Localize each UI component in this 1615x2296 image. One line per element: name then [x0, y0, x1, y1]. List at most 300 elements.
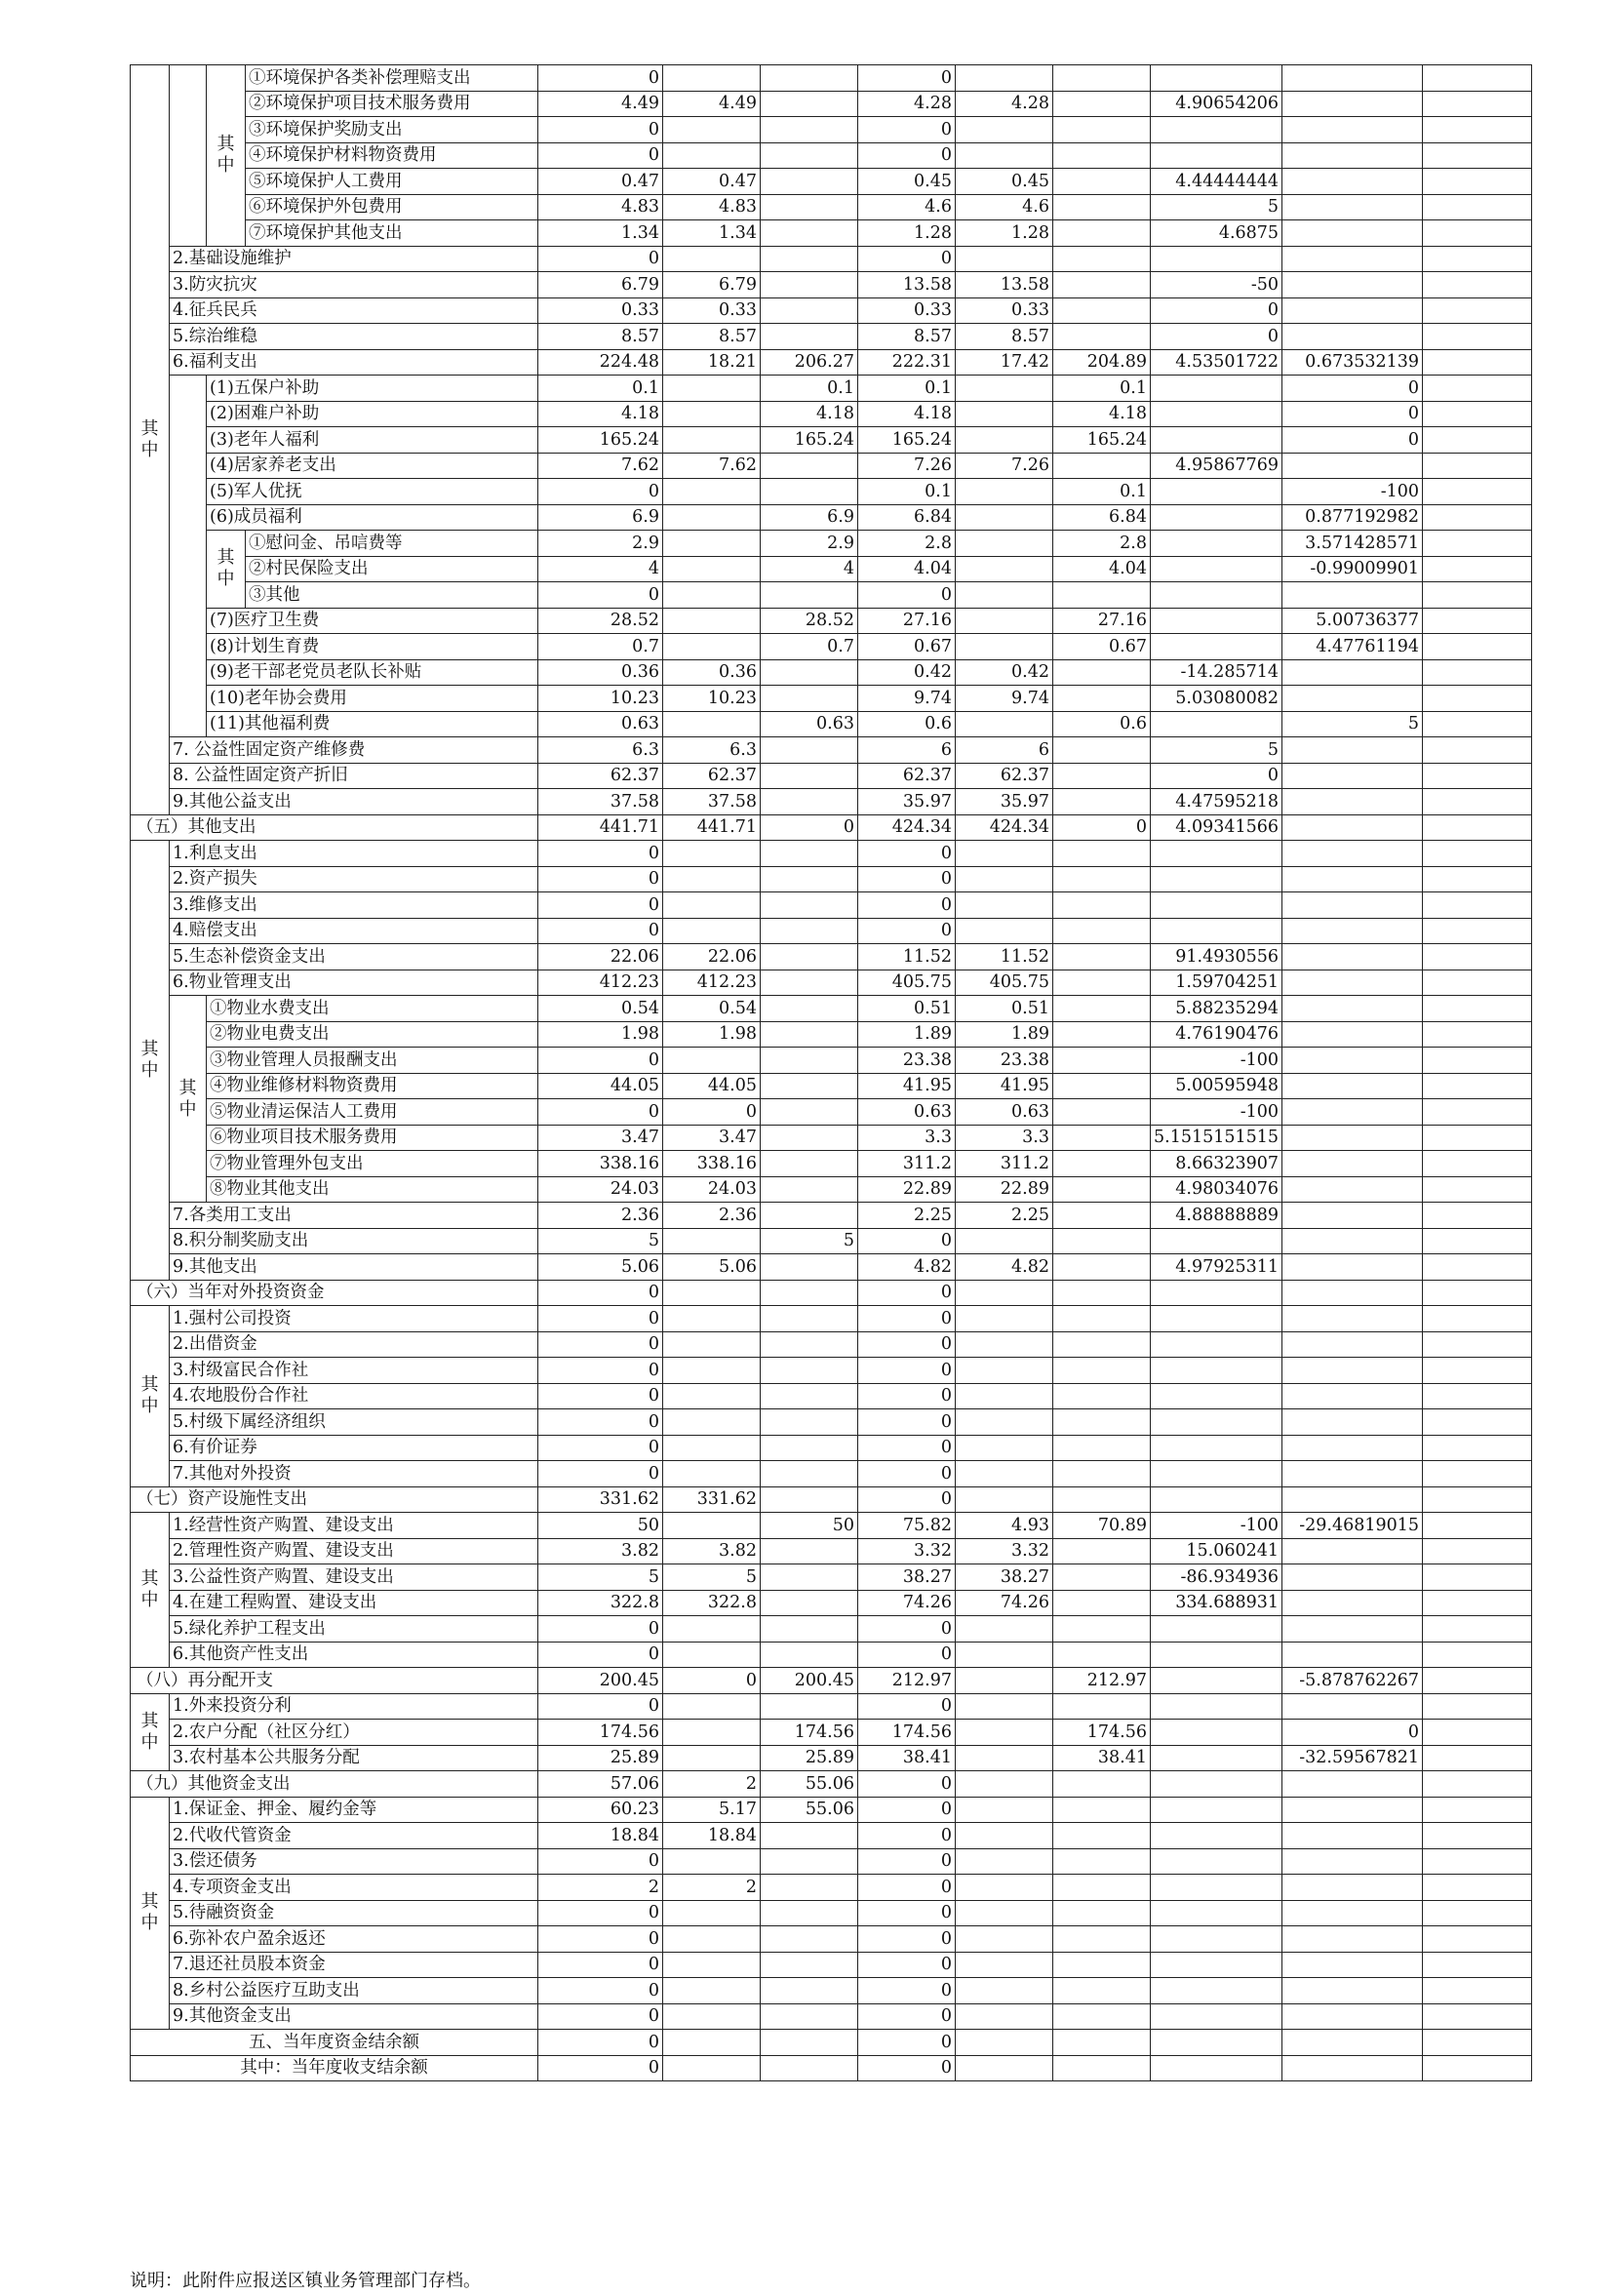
table-row: [131, 453, 1532, 479]
value-cell: 7.62: [538, 453, 663, 479]
value-cell: 23.38: [858, 1048, 956, 1074]
empty-cell: [1423, 686, 1532, 712]
value-cell: [1151, 142, 1282, 169]
table-row: [131, 1978, 1532, 2004]
value-cell: [956, 1848, 1053, 1875]
value-cell: 0: [538, 1306, 663, 1332]
table-row: [131, 634, 1532, 660]
value-cell: [761, 297, 858, 324]
value-cell: [1053, 1642, 1151, 1668]
value-cell: [1151, 1409, 1282, 1436]
value-cell: 0: [858, 1642, 956, 1668]
value-cell: 5.06: [663, 1254, 761, 1281]
empty-cell: [1423, 814, 1532, 841]
value-cell: 0: [538, 1383, 663, 1409]
value-cell: 35.97: [956, 789, 1053, 815]
value-cell: 0: [1151, 763, 1282, 789]
value-cell: 0.63: [956, 1099, 1053, 1126]
row-label: 五、当年度资金结余额: [131, 2030, 538, 2056]
value-cell: [956, 1797, 1053, 1823]
group-qizhong-g4: [131, 1513, 170, 1668]
value-cell: 3.82: [663, 1538, 761, 1564]
value-cell: [1151, 841, 1282, 867]
empty-cell: [1423, 220, 1532, 247]
value-cell: [761, 1642, 858, 1668]
value-cell: 0: [858, 1461, 956, 1487]
table-row: [131, 1926, 1532, 1953]
value-cell: [761, 1590, 858, 1616]
value-cell: 0: [1282, 1720, 1423, 1746]
value-cell: 13.58: [858, 272, 956, 298]
value-cell: -86.934936: [1151, 1564, 1282, 1591]
value-cell: [1151, 401, 1282, 427]
empty-cell: [1423, 479, 1532, 505]
value-cell: [761, 2003, 858, 2030]
row-label: （八）再分配开支: [131, 1668, 538, 1694]
value-cell: [956, 1616, 1053, 1643]
table-row: [131, 1358, 1532, 1384]
value-cell: 412.23: [538, 970, 663, 996]
value-cell: 2.8: [1053, 531, 1151, 557]
value-cell: [761, 1435, 858, 1461]
row-label: 3.维修支出: [170, 892, 538, 919]
value-cell: [663, 582, 761, 609]
table-row: [131, 1203, 1532, 1229]
empty-cell: [1423, 531, 1532, 557]
value-cell: [1053, 686, 1151, 712]
value-cell: [956, 892, 1053, 919]
value-cell: 8.66323907: [1151, 1151, 1282, 1177]
empty-cell: [1423, 970, 1532, 996]
empty-cell: [1423, 1616, 1532, 1643]
value-cell: 0.36: [538, 659, 663, 686]
value-cell: -0.99009901: [1282, 556, 1423, 582]
value-cell: [761, 1538, 858, 1564]
empty-cell: [1423, 65, 1532, 92]
value-cell: [761, 1021, 858, 1048]
value-cell: [1282, 892, 1423, 919]
blank-cell: [170, 376, 207, 737]
row-label: (11)其他福利费: [207, 711, 538, 737]
value-cell: 0: [538, 918, 663, 944]
value-cell: 13.58: [956, 272, 1053, 298]
value-cell: [1053, 1306, 1151, 1332]
value-cell: [1282, 2055, 1423, 2081]
value-cell: [663, 1978, 761, 2004]
value-cell: [956, 608, 1053, 634]
value-cell: 5.06: [538, 1254, 663, 1281]
value-cell: [1151, 1435, 1282, 1461]
row-label: ④物业维修材料物资费用: [207, 1073, 538, 1099]
section-row: [131, 1771, 1532, 1798]
value-cell: [1053, 324, 1151, 350]
value-cell: 9.74: [956, 686, 1053, 712]
value-cell: 0: [858, 866, 956, 892]
value-cell: [956, 246, 1053, 272]
value-cell: 0: [858, 1358, 956, 1384]
table-row: [131, 608, 1532, 634]
value-cell: 5: [1151, 737, 1282, 764]
value-cell: [1053, 1151, 1151, 1177]
value-cell: [1053, 65, 1151, 92]
value-cell: [1053, 1590, 1151, 1616]
value-cell: [1053, 2030, 1151, 2056]
value-cell: 4.6: [956, 194, 1053, 220]
row-label: ④环境保护材料物资费用: [246, 142, 538, 169]
empty-cell: [1423, 659, 1532, 686]
value-cell: 4.98034076: [1151, 1176, 1282, 1203]
value-cell: [956, 2030, 1053, 2056]
value-cell: [1282, 686, 1423, 712]
subgroup-qizhong-2: [207, 531, 246, 609]
value-cell: [761, 91, 858, 117]
value-cell: [1282, 1358, 1423, 1384]
group-qizhong-1-char1: 其: [140, 417, 159, 439]
value-cell: 3.82: [538, 1538, 663, 1564]
value-cell: 4: [538, 556, 663, 582]
value-cell: 0.1: [1053, 376, 1151, 402]
value-cell: 0: [538, 1280, 663, 1306]
group-qizhong-g6-char1: 其: [140, 1891, 159, 1913]
value-cell: 0: [538, 1461, 663, 1487]
empty-cell: [1423, 1642, 1532, 1668]
value-cell: [1282, 220, 1423, 247]
value-cell: [1053, 1358, 1151, 1384]
value-cell: 0.33: [956, 297, 1053, 324]
value-cell: [1151, 1952, 1282, 1978]
value-cell: [761, 918, 858, 944]
group-qizhong-1: [131, 65, 170, 815]
value-cell: [1282, 1952, 1423, 1978]
value-cell: [761, 892, 858, 919]
row-label: ⑦环境保护其他支出: [246, 220, 538, 247]
value-cell: [761, 2030, 858, 2056]
value-cell: [1053, 866, 1151, 892]
value-cell: [761, 1331, 858, 1358]
value-cell: [761, 169, 858, 195]
value-cell: 2.25: [858, 1203, 956, 1229]
empty-cell: [1423, 1538, 1532, 1564]
empty-cell: [1423, 1978, 1532, 2004]
empty-cell: [1423, 1125, 1532, 1151]
value-cell: 6.3: [538, 737, 663, 764]
value-cell: 0: [663, 1668, 761, 1694]
row-label: 9.其他公益支出: [170, 789, 538, 815]
row-label: ⑦物业管理外包支出: [207, 1151, 538, 1177]
value-cell: 7.62: [663, 453, 761, 479]
value-cell: [1151, 556, 1282, 582]
empty-cell: [1423, 841, 1532, 867]
value-cell: [663, 65, 761, 92]
table-row: [131, 711, 1532, 737]
value-cell: [1053, 1203, 1151, 1229]
table-row: [131, 1693, 1532, 1720]
row-label: (5)军人优抚: [207, 479, 538, 505]
table-row: [131, 1642, 1532, 1668]
value-cell: [1282, 1900, 1423, 1926]
value-cell: [1053, 1176, 1151, 1203]
empty-cell: [1423, 1280, 1532, 1306]
value-cell: 1.89: [858, 1021, 956, 1048]
value-cell: [761, 1151, 858, 1177]
value-cell: 11.52: [858, 944, 956, 970]
value-cell: 4.28: [956, 91, 1053, 117]
value-cell: [956, 1875, 1053, 1901]
table-row: [131, 1900, 1532, 1926]
value-cell: [1053, 117, 1151, 143]
table-row: [131, 918, 1532, 944]
value-cell: 200.45: [538, 1668, 663, 1694]
empty-cell: [1423, 272, 1532, 298]
row-label: 3.防灾抗灾: [170, 272, 538, 298]
value-cell: 2: [538, 1875, 663, 1901]
value-cell: 0.63: [761, 711, 858, 737]
value-cell: [663, 1228, 761, 1254]
value-cell: 62.37: [956, 763, 1053, 789]
value-cell: 17.42: [956, 349, 1053, 376]
value-cell: 55.06: [761, 1797, 858, 1823]
value-cell: [956, 65, 1053, 92]
value-cell: 0: [538, 1048, 663, 1074]
table-row: [131, 142, 1532, 169]
row-label: 3.农村基本公共服务分配: [170, 1745, 538, 1771]
empty-cell: [1423, 1099, 1532, 1126]
value-cell: 0: [538, 1926, 663, 1953]
row-label: 5.生态补偿资金支出: [170, 944, 538, 970]
value-cell: 4.97925311: [1151, 1254, 1282, 1281]
value-cell: 4.18: [858, 401, 956, 427]
value-cell: [956, 1978, 1053, 2004]
value-cell: 3.571428571: [1282, 531, 1423, 557]
value-cell: 0.45: [956, 169, 1053, 195]
empty-cell: [1423, 1590, 1532, 1616]
value-cell: 0.51: [956, 996, 1053, 1022]
table-row: [131, 65, 1532, 92]
empty-cell: [1423, 91, 1532, 117]
row-label: 6.物业管理支出: [170, 970, 538, 996]
value-cell: [1282, 91, 1423, 117]
value-cell: [956, 1486, 1053, 1513]
value-cell: 6.9: [538, 504, 663, 531]
value-cell: [761, 1280, 858, 1306]
table-row: [131, 970, 1532, 996]
value-cell: [663, 427, 761, 454]
value-cell: 5: [663, 1564, 761, 1591]
value-cell: [761, 763, 858, 789]
value-cell: 27.16: [1053, 608, 1151, 634]
row-label: ②环境保护项目技术服务费用: [246, 91, 538, 117]
value-cell: [663, 1383, 761, 1409]
value-cell: [1151, 582, 1282, 609]
value-cell: 4.49: [538, 91, 663, 117]
value-cell: 0: [858, 1228, 956, 1254]
table-row: [131, 427, 1532, 454]
value-cell: 0: [538, 582, 663, 609]
value-cell: [663, 634, 761, 660]
value-cell: -32.59567821: [1282, 1745, 1423, 1771]
value-cell: [1282, 1693, 1423, 1720]
value-cell: [1282, 117, 1423, 143]
value-cell: 224.48: [538, 349, 663, 376]
value-cell: 0: [538, 1900, 663, 1926]
value-cell: [1151, 1642, 1282, 1668]
value-cell: 0: [663, 1099, 761, 1126]
value-cell: 165.24: [761, 427, 858, 454]
value-cell: 0.63: [538, 711, 663, 737]
row-label: 2.管理性资产购置、建设支出: [170, 1538, 538, 1564]
empty-cell: [1423, 1203, 1532, 1229]
value-cell: [956, 1228, 1053, 1254]
value-cell: 18.84: [538, 1823, 663, 1849]
row-label: 8.积分制奖励支出: [170, 1228, 538, 1254]
value-cell: 0.1: [858, 479, 956, 505]
value-cell: 44.05: [538, 1073, 663, 1099]
value-cell: 2.8: [858, 531, 956, 557]
row-label: 其中：当年度收支结余额: [131, 2055, 538, 2081]
subgroup-qizhong-g2-char2: 中: [178, 1098, 197, 1120]
value-cell: [663, 918, 761, 944]
value-cell: [761, 1358, 858, 1384]
value-cell: [1053, 2003, 1151, 2030]
value-cell: [1151, 634, 1282, 660]
value-cell: [1282, 1435, 1423, 1461]
value-cell: 41.95: [956, 1073, 1053, 1099]
value-cell: 0.673532139: [1282, 349, 1423, 376]
table-row: [131, 1720, 1532, 1746]
value-cell: [1282, 65, 1423, 92]
value-cell: [663, 1616, 761, 1643]
value-cell: [663, 142, 761, 169]
value-cell: [761, 659, 858, 686]
table-row: [131, 944, 1532, 970]
value-cell: 70.89: [1053, 1513, 1151, 1539]
value-cell: 0.33: [663, 297, 761, 324]
group-qizhong-g5-char1: 其: [140, 1710, 159, 1731]
value-cell: [663, 1409, 761, 1436]
value-cell: [956, 866, 1053, 892]
value-cell: 0: [858, 841, 956, 867]
value-cell: [1151, 608, 1282, 634]
value-cell: 0: [538, 866, 663, 892]
value-cell: 0: [858, 246, 956, 272]
row-label: ②村民保险支出: [246, 556, 538, 582]
value-cell: [761, 789, 858, 815]
value-cell: 174.56: [1053, 1720, 1151, 1746]
value-cell: [1282, 1176, 1423, 1203]
value-cell: [1053, 996, 1151, 1022]
table-row: [131, 1848, 1532, 1875]
value-cell: [1053, 1254, 1151, 1281]
table-row: [131, 1875, 1532, 1901]
value-cell: 6.3: [663, 737, 761, 764]
value-cell: [956, 1771, 1053, 1798]
value-cell: [761, 1564, 858, 1591]
value-cell: [1053, 1797, 1151, 1823]
value-cell: [956, 556, 1053, 582]
row-label: 9.其他资金支出: [170, 2003, 538, 2030]
value-cell: [761, 142, 858, 169]
value-cell: [663, 1358, 761, 1384]
value-cell: [1282, 1875, 1423, 1901]
value-cell: [1282, 1228, 1423, 1254]
subgroup-qizhong-2-char1: 其: [217, 547, 235, 569]
value-cell: [1053, 1693, 1151, 1720]
value-cell: 0.42: [858, 659, 956, 686]
value-cell: 334.688931: [1151, 1590, 1282, 1616]
value-cell: [1053, 1021, 1151, 1048]
value-cell: 3.47: [663, 1125, 761, 1151]
value-cell: 0: [858, 1616, 956, 1643]
group-qizhong-g6-char2: 中: [140, 1913, 159, 1934]
value-cell: [1151, 892, 1282, 919]
value-cell: 0.33: [538, 297, 663, 324]
value-cell: [1282, 1848, 1423, 1875]
value-cell: [1282, 142, 1423, 169]
value-cell: -50: [1151, 272, 1282, 298]
table-row: [131, 1513, 1532, 1539]
empty-cell: [1423, 1021, 1532, 1048]
empty-cell: [1423, 401, 1532, 427]
value-cell: 22.89: [858, 1176, 956, 1203]
value-cell: [1053, 1099, 1151, 1126]
value-cell: [956, 401, 1053, 427]
row-label: 1.经营性资产购置、建设支出: [170, 1513, 538, 1539]
value-cell: 4.88888889: [1151, 1203, 1282, 1229]
value-cell: 0: [538, 1642, 663, 1668]
value-cell: [1282, 1203, 1423, 1229]
value-cell: [1282, 453, 1423, 479]
value-cell: 0: [858, 65, 956, 92]
value-cell: [1151, 1926, 1282, 1953]
value-cell: 4.47761194: [1282, 634, 1423, 660]
value-cell: [663, 531, 761, 557]
value-cell: 0: [538, 2030, 663, 2056]
value-cell: [761, 1952, 858, 1978]
value-cell: [1282, 1048, 1423, 1074]
value-cell: [663, 504, 761, 531]
value-cell: [1053, 1331, 1151, 1358]
value-cell: 41.95: [858, 1073, 956, 1099]
value-cell: 405.75: [858, 970, 956, 996]
value-cell: [761, 1383, 858, 1409]
table-row: [131, 1254, 1532, 1281]
value-cell: [1053, 2055, 1151, 2081]
empty-cell: [1423, 944, 1532, 970]
value-cell: 50: [761, 1513, 858, 1539]
value-cell: [761, 194, 858, 220]
row-label: 4.专项资金支出: [170, 1875, 538, 1901]
value-cell: [1151, 1745, 1282, 1771]
table-row: [131, 1331, 1532, 1358]
value-cell: [1282, 841, 1423, 867]
section-row: [131, 1668, 1532, 1694]
value-cell: 5.03080082: [1151, 686, 1282, 712]
empty-cell: [1423, 1668, 1532, 1694]
value-cell: [761, 841, 858, 867]
empty-cell: [1423, 2003, 1532, 2030]
value-cell: [1151, 1797, 1282, 1823]
table-row: [131, 556, 1532, 582]
value-cell: [1151, 479, 1282, 505]
value-cell: 23.38: [956, 1048, 1053, 1074]
value-cell: [761, 1409, 858, 1436]
value-cell: 4.76190476: [1151, 1021, 1282, 1048]
value-cell: [761, 1848, 858, 1875]
value-cell: 0.1: [1053, 479, 1151, 505]
value-cell: [1151, 117, 1282, 143]
value-cell: [1151, 1228, 1282, 1254]
value-cell: 6: [858, 737, 956, 764]
